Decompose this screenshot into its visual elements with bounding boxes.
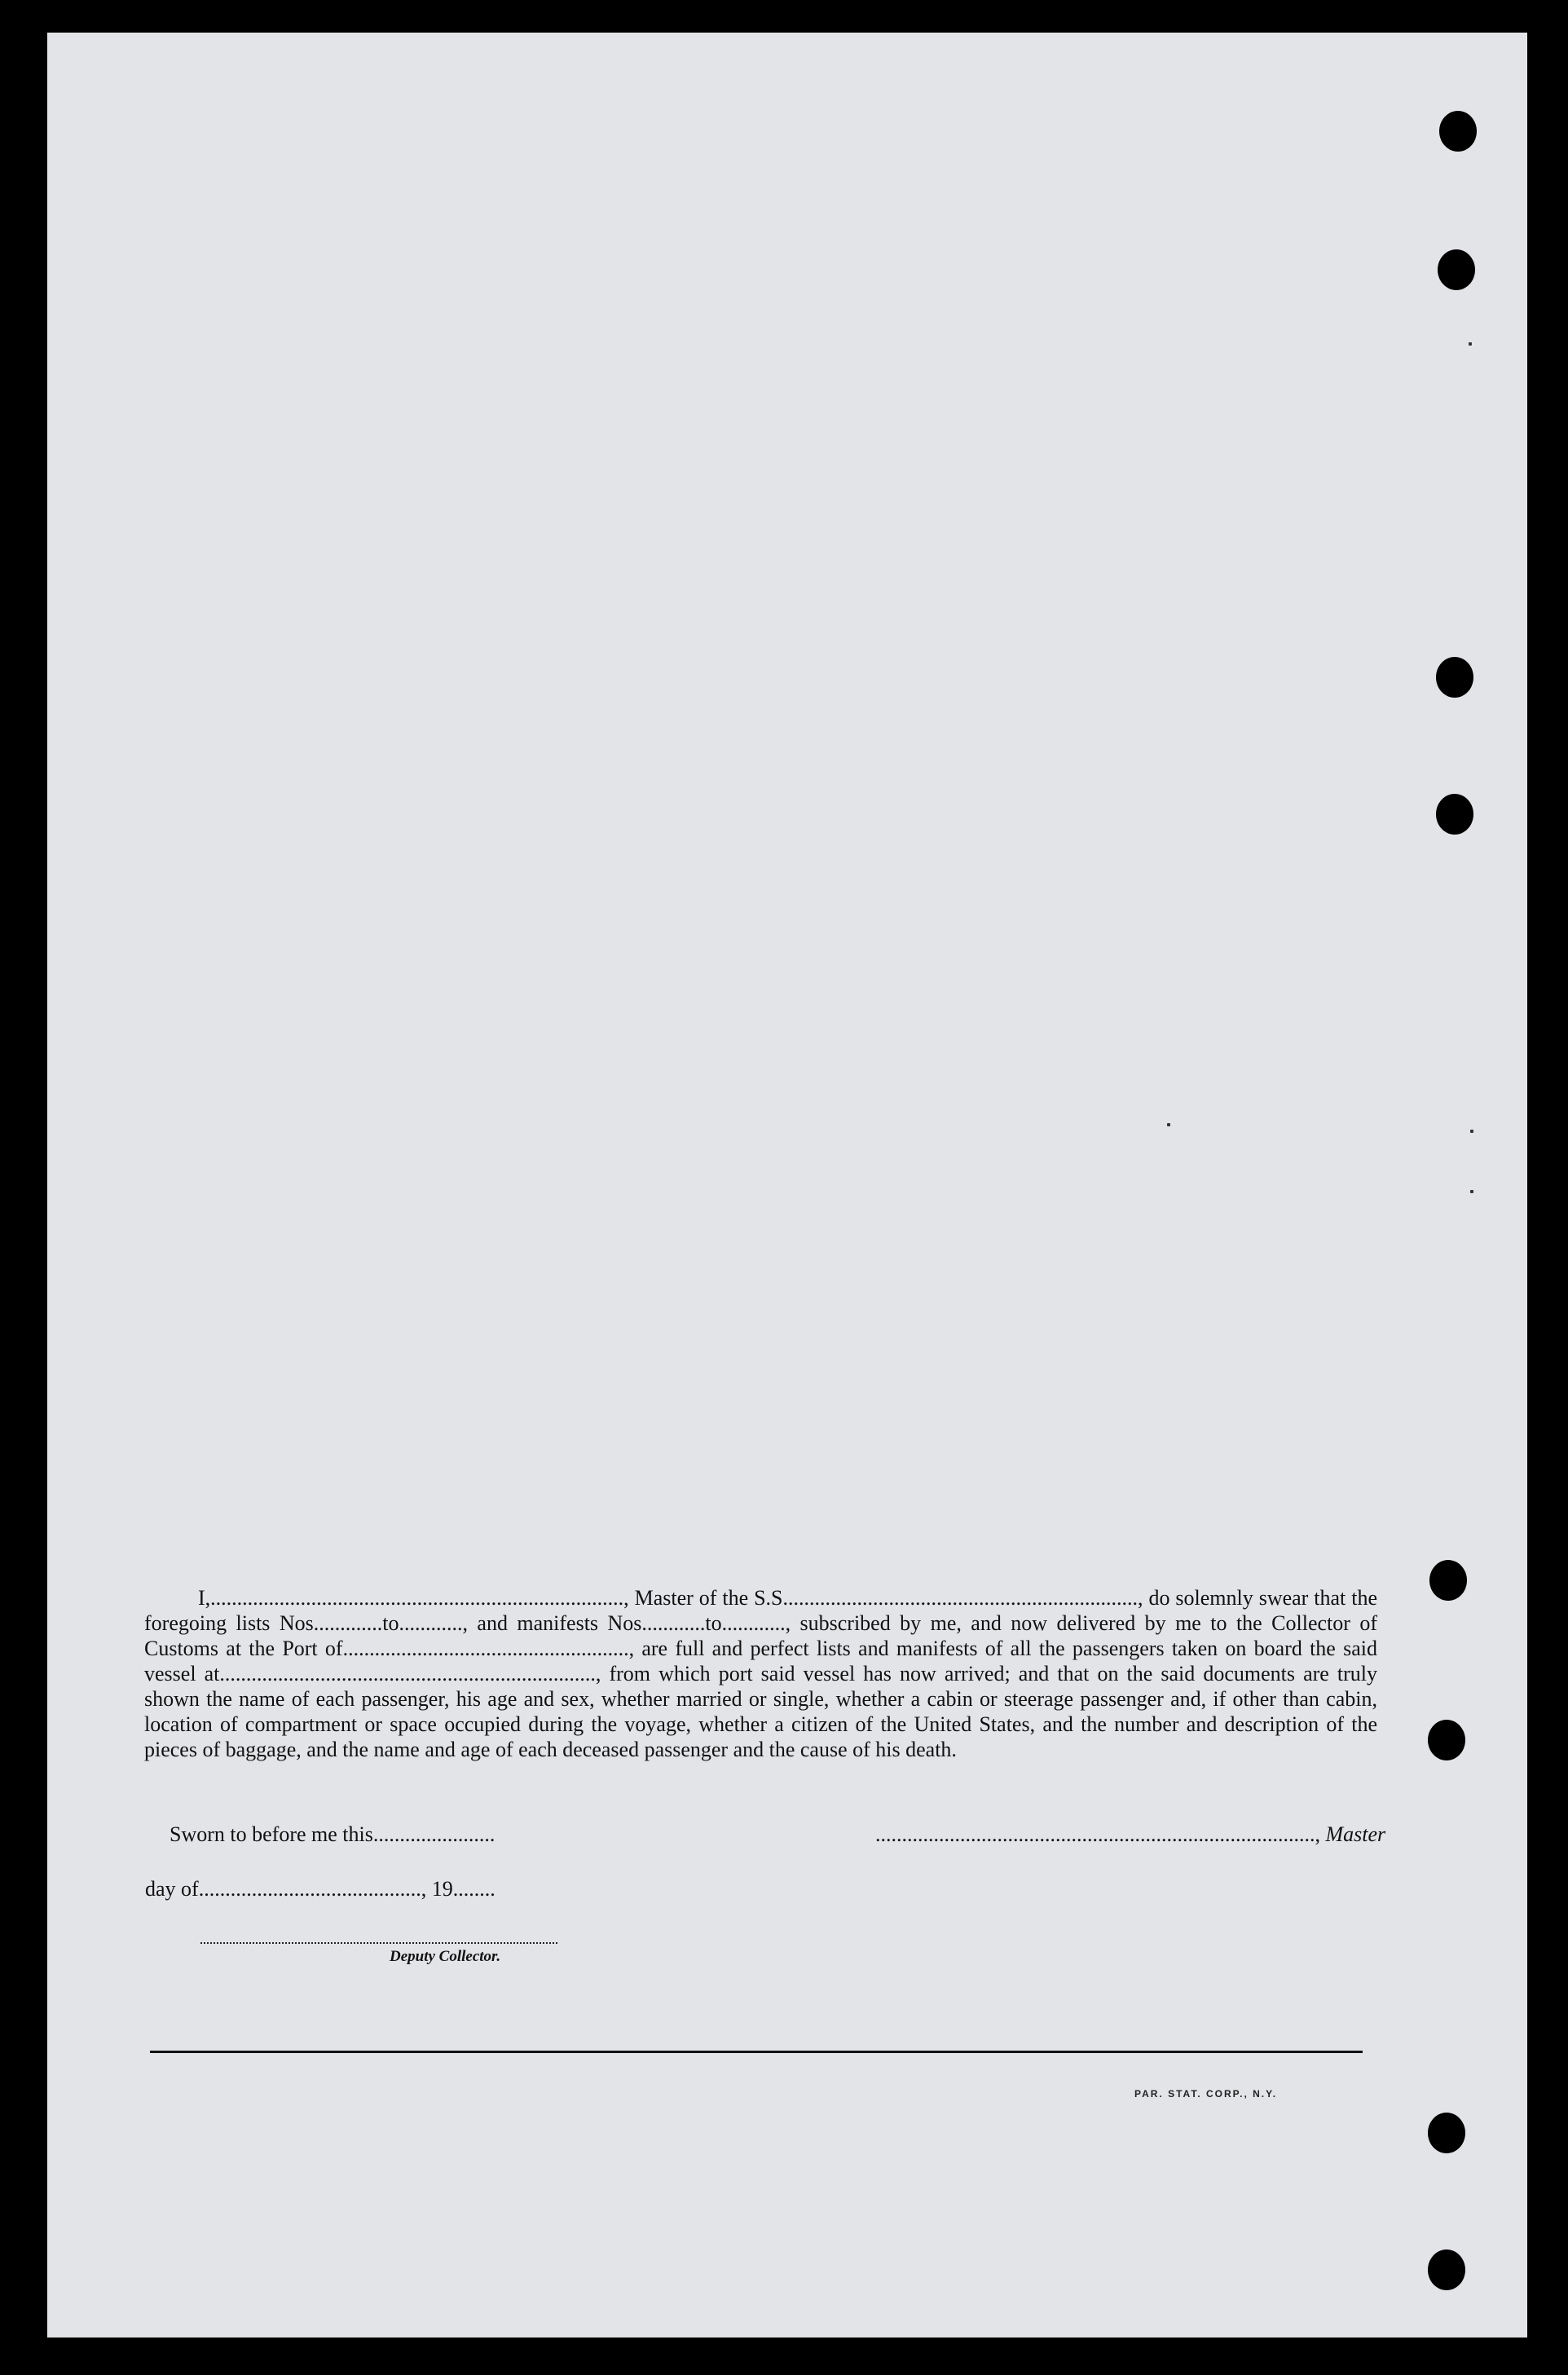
- sworn-text: Sworn to before me this.......................: [170, 1822, 496, 1846]
- form-page: [47, 33, 1527, 2338]
- bottom-rule: [150, 2051, 1363, 2053]
- day-text: day of.........................................., 19........: [145, 1877, 496, 1901]
- day-line: [145, 1877, 496, 1901]
- binder-hole: [1429, 1560, 1467, 1601]
- master-signature-line: [875, 1822, 1385, 1847]
- deputy-signature-line: [200, 1942, 557, 1944]
- binder-hole: [1438, 249, 1475, 290]
- oath-text: I,.............................................................................., Master of the S.S..................................................................., do solemnly swear that the foregoing lists Nos.............to............, and manifests Nos............to............, subscribed by me, and now delivered by me to the Collector of Customs at the Port of......................................................, are full and perfect lists and manifests of all the passengers taken on board the said vessel at......................................................................., from which port said vessel has now arrived; and that on the said documents are truly shown the name of each passenger, his age and sex, whether married or single, whether a cabin or steerage passenger and, if other than cabin, location of compartment or space occupied during the voyage, whether a citizen of the United States, and the number and description of the pieces of baggage, and the name and age of each deceased passenger and the cause of his death.: [144, 1586, 1377, 1761]
- binder-hole: [1436, 657, 1473, 698]
- deputy-collector-label: Deputy Collector.: [390, 1948, 501, 1965]
- printer-imprint: PAR. STAT. CORP., N.Y.: [1134, 2088, 1278, 2100]
- paper-speck: [1167, 1123, 1170, 1126]
- binder-hole: [1428, 1720, 1465, 1760]
- master-signature-dots: ...................................................................................,: [875, 1822, 1320, 1846]
- paper-speck: [1470, 1130, 1473, 1133]
- oath-paragraph: [144, 1585, 1377, 1762]
- binder-hole: [1428, 2249, 1465, 2290]
- sworn-line: [170, 1822, 495, 1847]
- binder-hole: [1436, 794, 1473, 835]
- paper-speck: [1469, 342, 1472, 346]
- master-label: Master: [1325, 1822, 1386, 1846]
- paper-speck: [1470, 1190, 1473, 1193]
- binder-hole: [1428, 2113, 1465, 2153]
- binder-hole: [1439, 111, 1477, 152]
